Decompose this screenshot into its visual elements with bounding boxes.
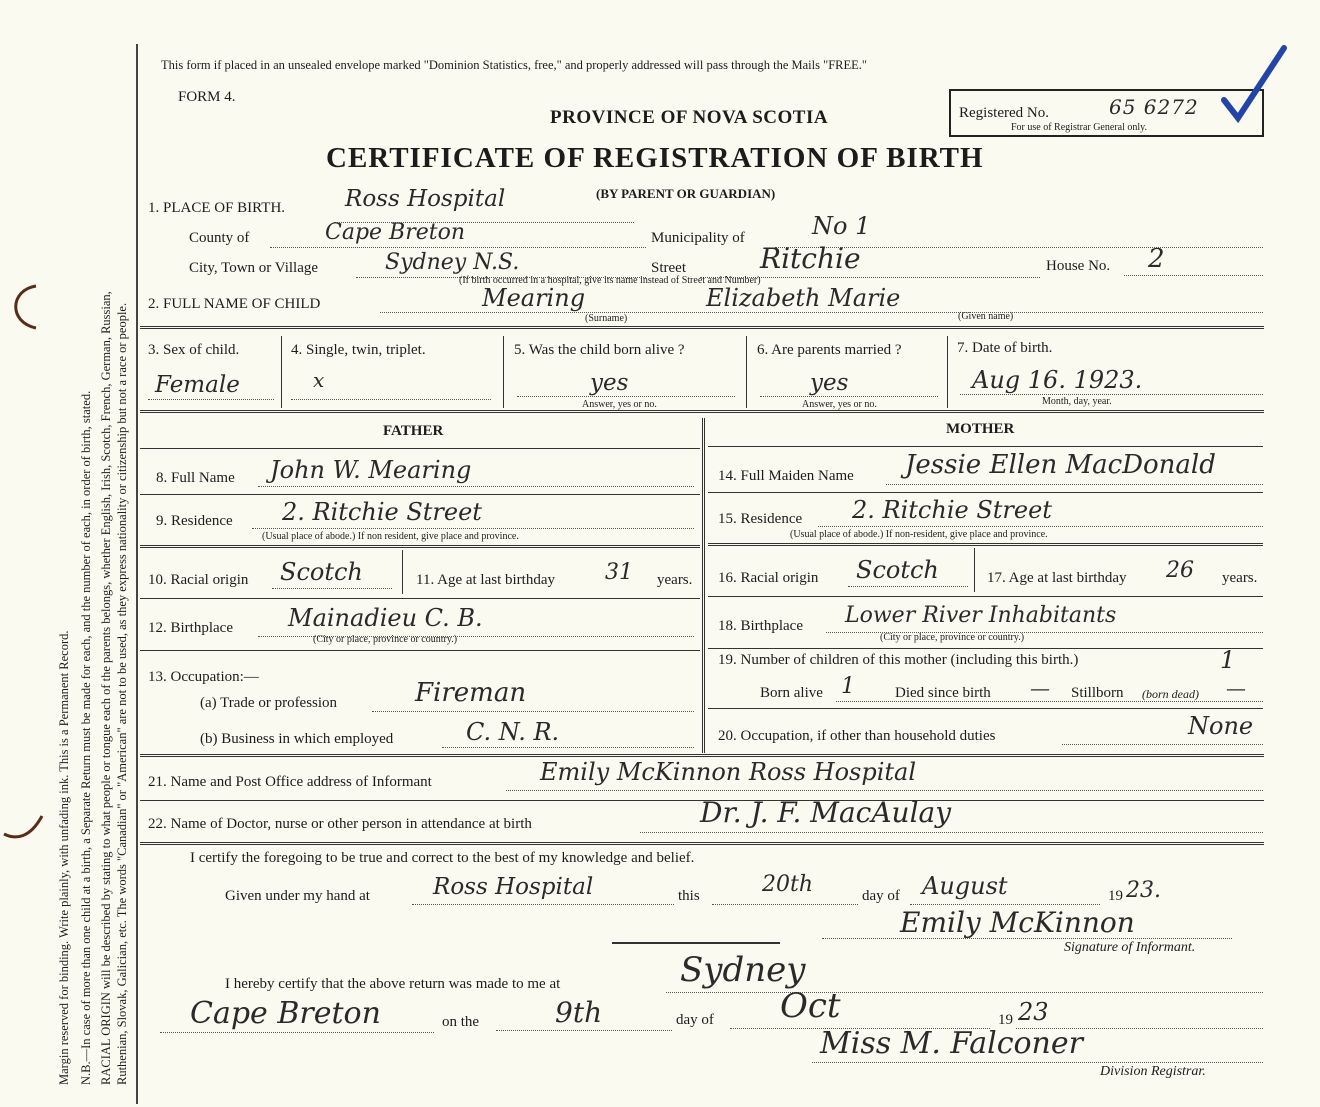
mother-residence-label: 15. Residence [718,511,803,527]
margin-line-3: RACIAL ORIGIN will be described by stating to what people or tongue each of the parents belongs, whether English, Irish, Scotch, French, German, Russian, [99,291,113,1085]
registrar-day-of-label: day of [676,1012,714,1028]
father-racial-line [272,588,392,589]
this-label: this [678,888,700,904]
registrar-day-value: 9th [555,996,603,1029]
father-residence-value: 2. Ritchie Street [282,498,482,526]
single-line [291,399,491,400]
registrar-year-prefix: 19 [998,1012,1013,1028]
certificate-subtitle: (BY PARENT OR GUARDIAN) [596,186,776,201]
business-label: (b) Business in which employed [200,731,394,747]
trade-label: (a) Trade or profession [200,695,338,711]
father-rule-1 [140,448,700,449]
father-heading: FATHER [383,423,444,439]
mother-rule-5 [708,648,1263,649]
informant-signature: Emily McKinnon [900,906,1135,939]
mother-racial-label: 16. Racial origin [718,570,819,586]
father-name-value: John W. Mearing [270,456,472,484]
place-of-birth-label: 1. PLACE OF BIRTH. [148,200,286,216]
col-5-divider [746,336,747,408]
sex-line [148,399,274,400]
dob-value: Aug 16. 1923. [972,366,1143,394]
col-4-divider [503,336,504,408]
birth-counts-line [836,701,1263,702]
mother-racial-line [848,586,968,587]
house-label: House No. [1046,258,1111,274]
mother-residence-line [818,526,1263,527]
stillborn-label: Stillborn [1071,685,1124,701]
mother-rule-1 [708,446,1263,447]
father-rule-3 [140,545,700,548]
informant-signature-line [822,938,1232,939]
county-label: County of [189,230,250,246]
informant-label: 21. Name and Post Office address of Informant [148,774,432,790]
col-6-divider [947,336,948,408]
municipality-label: Municipality of [651,230,745,246]
mother-racial-value: Scotch [856,556,939,584]
registrar-signature: Miss M. Falconer [820,1026,1083,1061]
margin-line-4: Ruthenian, Slovak, Galician, etc. The words "Canadian" or "American" are not to be used, as they express nationality or citizenship but not a race or people. [115,302,129,1085]
given-place-value: Ross Hospital [433,874,594,900]
father-residence-note: (Usual place of abode.) If non resident, give place and province. [262,531,519,542]
died-since-birth-label: Died since birth [895,685,991,701]
mother-name-label: 14. Full Maiden Name [718,468,854,484]
mother-racial-divider [974,548,975,592]
doctor-value: Dr. J. F. MacAulay [700,796,952,829]
certify-month-line [910,904,1100,905]
binding-margin [0,0,138,1107]
separator-line [612,942,780,944]
father-name-label: 8. Full Name [156,470,235,486]
margin-rule [136,44,138,1104]
certify-statement: I certify the foregoing to be true and correct to the best of my knowledge and belief. [190,850,695,866]
given-under-label: Given under my hand at [225,888,370,904]
mother-occupation-line [1062,744,1263,745]
street-value: Ritchie [760,242,861,275]
house-line [1124,275,1263,276]
trade-line [372,711,694,712]
registrar-signature-label: Division Registrar. [1100,1064,1206,1079]
stillborn-note: (born dead) [1142,687,1199,701]
certify-month-value: August [922,872,1008,900]
child-given-name: Elizabeth Marie [706,284,901,312]
registrar-month-value: Oct [780,986,841,1026]
registrar-signature-line [812,1062,1263,1063]
dob-note: Month, day, year. [1042,396,1112,407]
father-racial-divider [402,550,403,594]
born-alive-count-label: Born alive [760,685,823,701]
stillborn-value: — [1226,676,1246,700]
registrar-county-line [160,1032,434,1033]
form-number: FORM 4. [178,89,236,105]
parents-married-note: Answer, yes or no. [802,399,877,410]
father-birthplace-note: (City or place, province or country.) [313,634,458,645]
divider-certify [140,842,1264,845]
business-line [442,747,694,748]
mother-residence-note: (Usual place of abode.) If non-resident, give place and province. [790,529,1048,540]
father-age-unit: years. [657,572,693,588]
dob-label: 7. Date of birth. [957,340,1053,356]
mother-rule-6 [708,708,1263,709]
sex-label: 3. Sex of child. [148,342,240,358]
blue-check-mark [1218,42,1290,124]
registrar-place-value: Sydney [680,950,806,990]
parents-married-line [760,396,938,397]
father-residence-line [252,528,694,529]
given-name-note: (Given name) [958,311,1014,322]
place-of-birth-value: Ross Hospital [345,186,506,212]
father-birthplace-value: Mainadieu C. B. [288,604,483,632]
given-place-line [412,904,674,905]
mother-rule-3 [708,543,1263,546]
registrar-place-line [666,992,1263,993]
mother-birthplace-note: (City or place, province or country.) [880,632,1025,643]
father-age-value: 31 [605,560,633,585]
mother-birthplace-value: Lower River Inhabitants [845,603,1117,628]
father-birthplace-label: 12. Birthplace [148,620,233,636]
registered-number: 65 6272 [1109,95,1199,119]
mother-rule-2 [708,492,1263,493]
mother-birthplace-label: 18. Birthplace [718,618,803,634]
single-value: x [313,368,325,392]
registered-box [949,89,1264,137]
born-alive-note: Answer, yes or no. [582,399,657,410]
father-rule-4 [140,598,700,599]
mother-rule-4 [708,596,1263,597]
children-count-value: 1 [1220,646,1236,674]
city-value: Sydney N.S. [385,250,520,275]
born-alive-line [517,396,735,397]
certify-year-prefix: 19 [1108,888,1123,904]
registrar-on-the-label: on the [442,1014,480,1030]
informant-line [506,790,1263,791]
occupation-label: 13. Occupation:— [148,669,259,685]
father-rule-5 [140,650,700,651]
parents-married-label: 6. Are parents married ? [757,342,902,358]
registrar-statement: I hereby certify that the above return was made to me at [225,976,561,992]
born-alive-label: 5. Was the child born alive ? [514,342,685,358]
certify-day-of-label: day of [862,888,900,904]
doctor-line [640,832,1263,833]
hospital-note: (If birth occurred in a hospital, give its name instead of Street and Number) [459,275,761,286]
province-heading: PROVINCE OF NOVA SCOTIA [550,107,829,128]
father-age-label: 11. Age at last birthday [416,572,555,588]
mother-heading: MOTHER [946,421,1015,437]
certify-day-value: 20th [762,872,814,897]
dob-line [960,394,1263,395]
mother-occupation-label: 20. Occupation, if other than household duties [718,728,996,744]
binding-hole-top [0,282,40,332]
county-value: Cape Breton [325,220,466,245]
house-value: 2 [1148,244,1165,274]
registrar-day-line [496,1030,672,1031]
mail-notice: This form if placed in an unsealed envelope marked "Dominion Statistics, free," and properly addressed will pass through the Mails "FREE." [161,58,868,72]
child-name-label: 2. FULL NAME OF CHILD [148,296,321,312]
mother-name-line [886,484,1263,485]
informant-signature-label: Signature of Informant. [1064,940,1196,955]
divider-parents [140,410,1264,413]
died-since-birth-value: — [1030,676,1050,700]
binding-hole-bottom [0,812,46,846]
city-label: City, Town or Village [189,260,319,276]
col-3-divider [281,336,282,408]
sex-value: Female [155,372,240,398]
street-label: Street [651,260,686,276]
father-rule-2 [140,494,700,495]
divider-informant [140,754,1264,757]
registered-note: For use of Registrar General only. [1011,122,1147,133]
born-alive-value: yes [590,370,629,396]
mother-residence-value: 2. Ritchie Street [852,496,1052,524]
trade-value: Fireman [415,678,527,708]
child-surname: Mearing [482,284,586,312]
doctor-label: 22. Name of Doctor, nurse or other person in attendance at birth [148,816,532,832]
parents-married-value: yes [810,370,849,396]
single-label: 4. Single, twin, triplet. [291,342,426,358]
business-value: C. N. R. [466,718,560,746]
county-line [270,247,646,248]
margin-line-1: Margin reserved for binding. Write plainly, with unfading ink. This is a Permanent Record. [57,630,71,1085]
registrar-county-value: Cape Breton [190,996,381,1031]
father-name-line [258,486,694,487]
father-residence-label: 9. Residence [156,513,233,529]
surname-note: (Surname) [585,313,628,324]
certify-day-line [712,904,858,905]
mother-age-value: 26 [1166,558,1194,583]
mother-name-value: Jessie Ellen MacDonald [905,450,1216,480]
certificate-title: CERTIFICATE OF REGISTRATION OF BIRTH [326,142,984,174]
mother-age-label: 17. Age at last birthday [987,570,1127,586]
certify-year-value: 23. [1126,878,1161,903]
municipality-value: No 1 [812,212,871,240]
registrar-year-value: 23 [1018,998,1049,1026]
father-racial-label: 10. Racial origin [148,572,249,588]
child-name-line [380,312,1263,313]
registered-label: Registered No. [959,105,1049,121]
born-alive-count-value: 1 [841,674,855,699]
margin-line-2: N.B.—In case of more than one child at a birth, a Separate Return must be made for each, and the number of each, in order of birth, stated. [79,390,93,1085]
divider-child [140,326,1264,329]
informant-value: Emily McKinnon Ross Hospital [540,758,917,786]
mother-age-unit: years. [1222,570,1258,586]
children-count-label: 19. Number of children of this mother (including this birth.) [718,652,1079,668]
parents-center-divider [702,418,705,753]
mother-occupation-value: None [1188,712,1254,740]
father-racial-value: Scotch [280,558,363,586]
